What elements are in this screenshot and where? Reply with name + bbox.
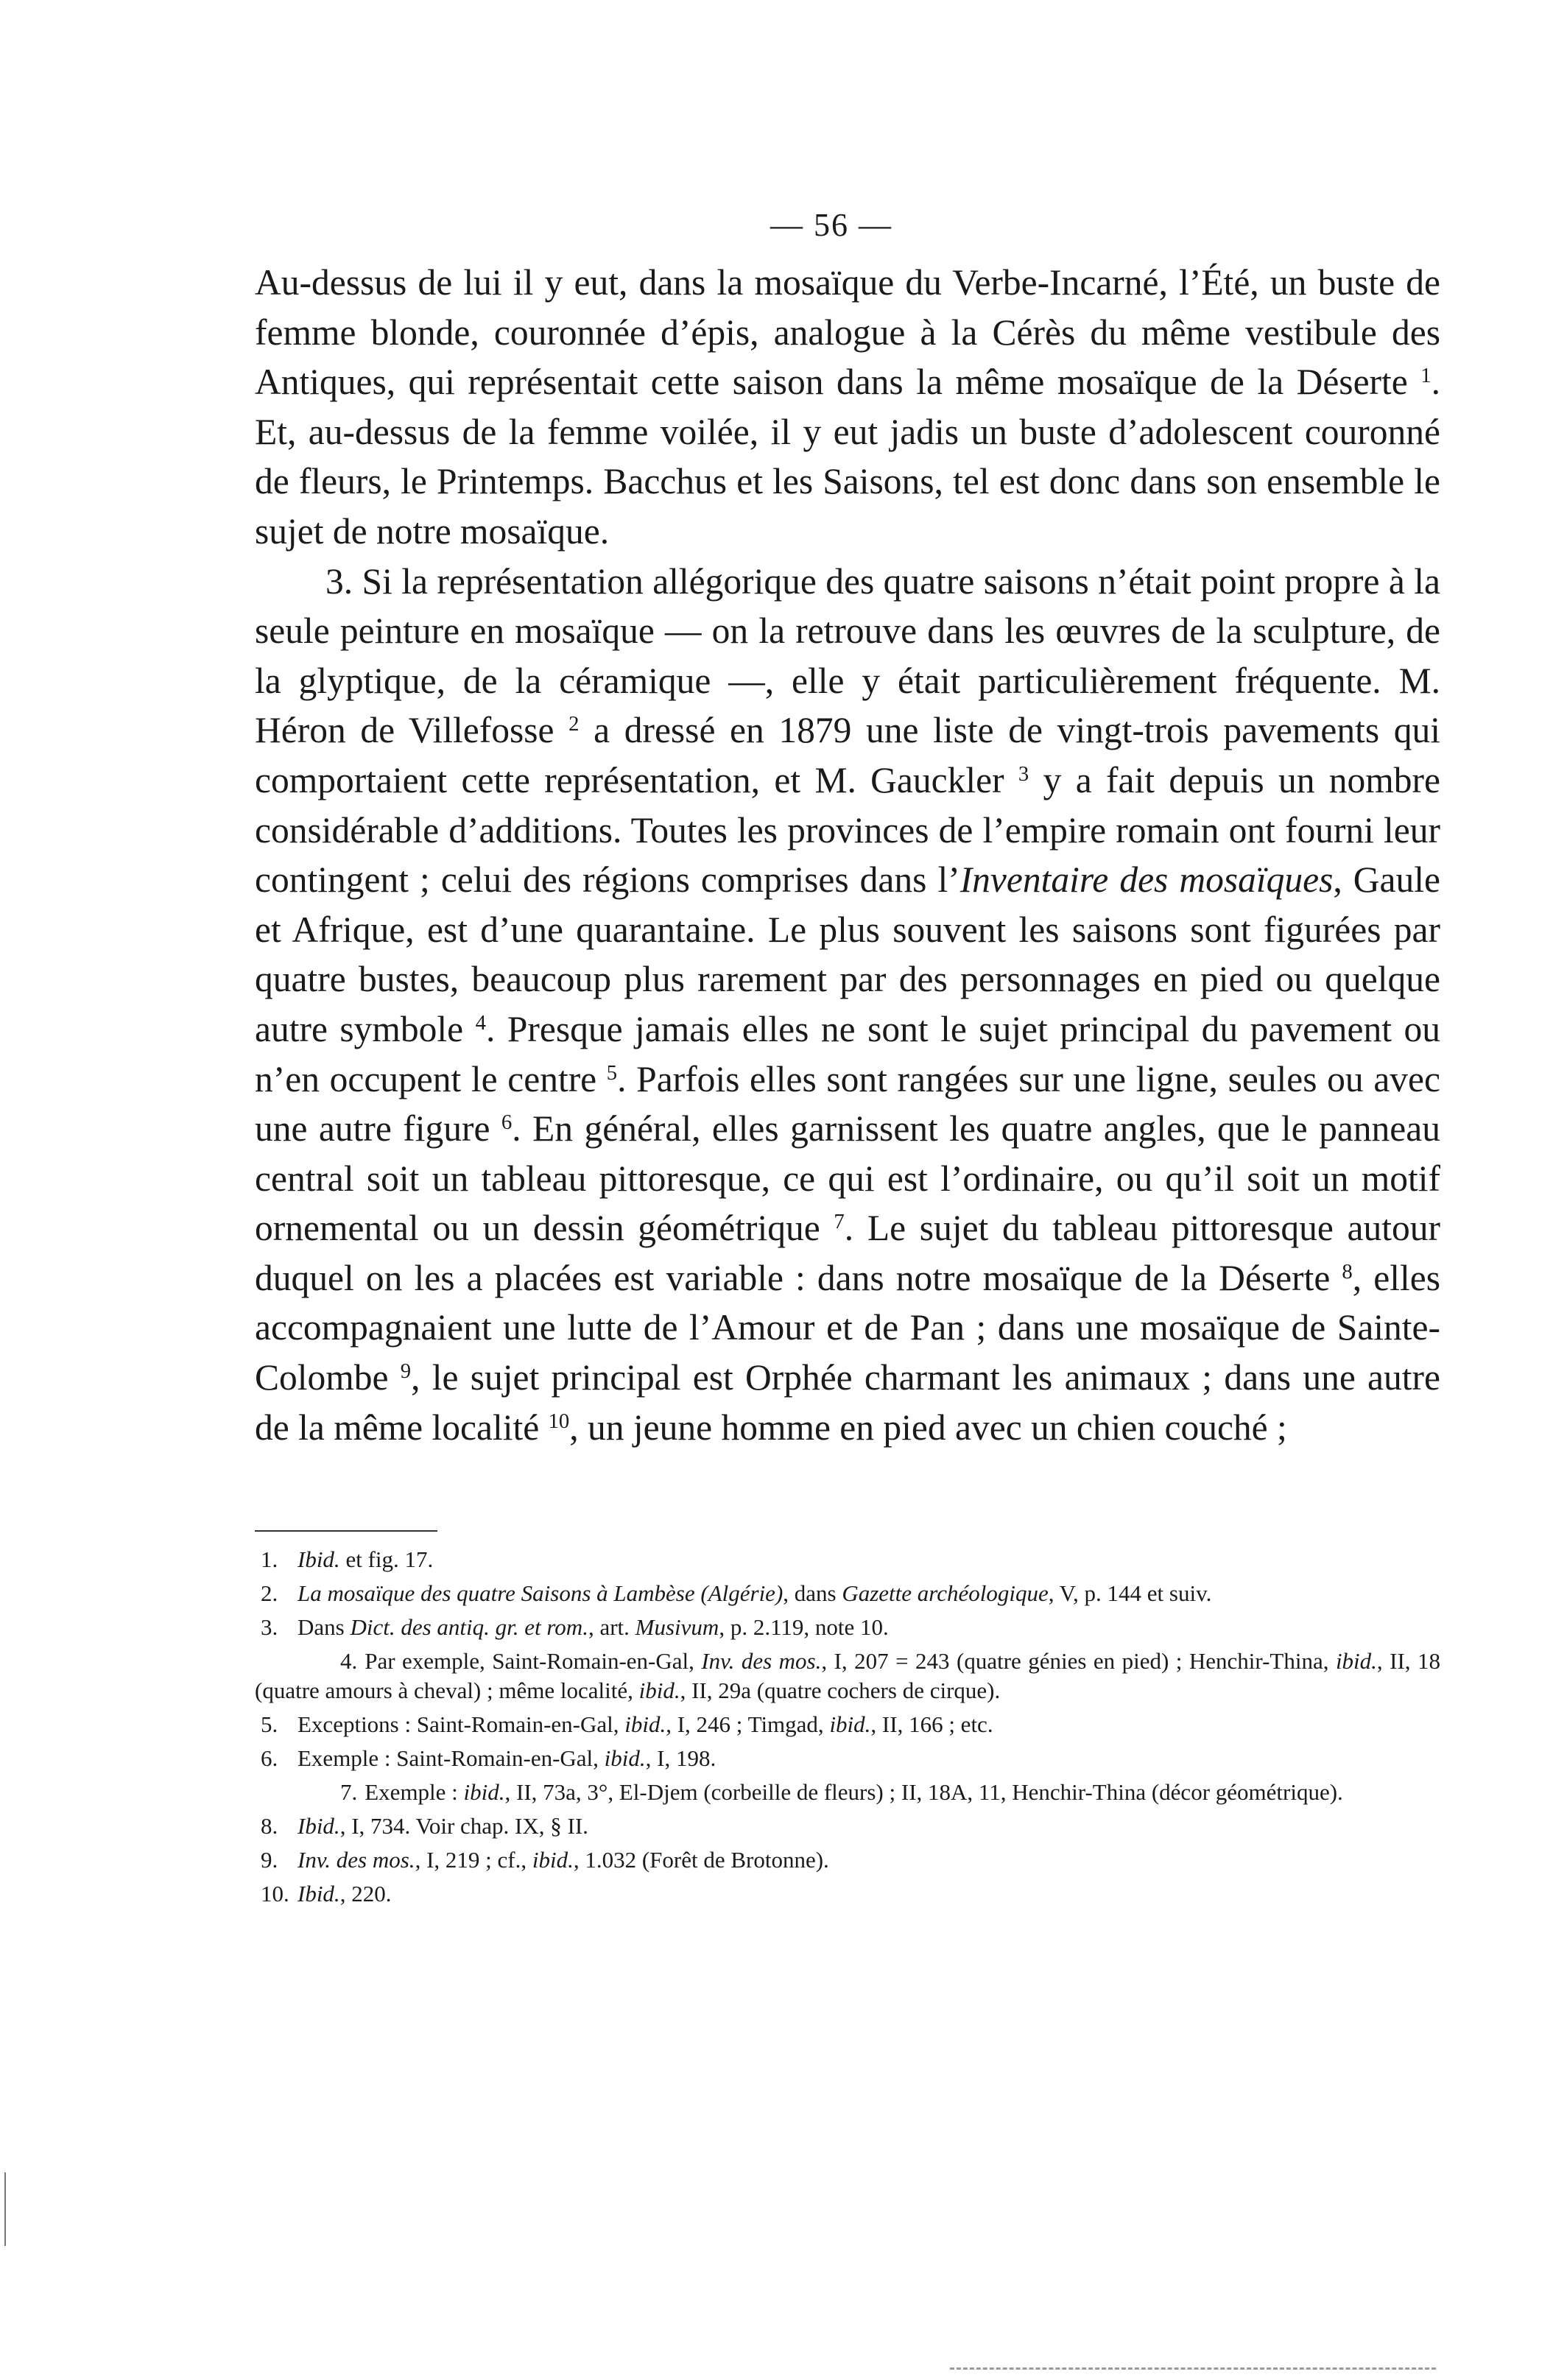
- text-run: . En général, elles garnissent les quatre angles, que le panneau central soit un tableau pittoresque, ce qui est l’ordinaire, ou qu’il soit un motif ornemental ou un dessin géométrique: [255, 1108, 1440, 1249]
- footnote-ref: 4: [475, 1011, 486, 1035]
- text-run: , un jeune homme en pied avec un chien couché ;: [569, 1406, 1287, 1448]
- italic-text: Dict. des antiq. gr. et rom.: [350, 1614, 588, 1640]
- footnote-number: 2.: [261, 1580, 278, 1606]
- text-run: , I, 219 ; cf.,: [415, 1847, 532, 1873]
- text-run: . Le sujet du tableau pittoresque autour duquel on les a placées est variable : dans notre mosaïque de la Déserte: [255, 1208, 1440, 1298]
- footnote: [255, 1812, 1440, 1841]
- text-run: , 1.032 (Forêt de Brotonne).: [573, 1847, 829, 1873]
- text-run: , art.: [588, 1614, 635, 1640]
- text-run: Dans: [297, 1614, 351, 1640]
- footnote-number: 4.: [340, 1648, 358, 1674]
- italic-text: ibid.: [532, 1847, 574, 1873]
- footnote: [255, 1744, 1440, 1773]
- italic-text: ibid.: [463, 1779, 505, 1805]
- text-run: a dressé en 1879 une liste de vingt-trois pavements qui comportaient cette représentation, et M. Gauckler: [255, 710, 1440, 800]
- text-run: 3. Si la représentation allégorique des quatre saisons n’était point propre à la seule peinture en mosaïque — on la retrouve dans les œuvres de la sculpture, de la glyptique, de la céramique —, elle y était particulièrement fréquente. M. Héron de Villefosse: [255, 560, 1440, 751]
- footnote-number: 10.: [261, 1881, 289, 1907]
- page-number: — 56 —: [770, 207, 892, 243]
- footnote: [255, 1778, 1440, 1807]
- footnote: [255, 1879, 1440, 1909]
- text-run: , I, 207 = 243 (quatre génies en pied) ; Henchir-Thina,: [821, 1648, 1336, 1674]
- text-run: , Gaule et Afrique, est d’une quarantaine. Le plus souvent les saisons sont figurées par quatre bustes, beaucoup plus rarement par des personnages en pied ou quelque autre symbole: [255, 859, 1440, 1049]
- text-run: Par exemple, Saint-Romain-en-Gal,: [365, 1648, 702, 1674]
- text-run: , elles accompagnaient une lutte de l’Amour et de Pan ; dans une mosaïque de Sainte-Colombe: [255, 1257, 1440, 1398]
- footnote: [255, 1845, 1440, 1875]
- footnote: [255, 1613, 1440, 1642]
- footnote-number: 8.: [261, 1813, 278, 1839]
- italic-text: Gazette archéologique: [842, 1580, 1049, 1606]
- text-run: , dans: [783, 1580, 842, 1606]
- footnote-ref: 6: [501, 1110, 513, 1135]
- italic-text: Inventaire des mosaïques: [959, 859, 1334, 901]
- italic-text: ibid.: [624, 1711, 666, 1737]
- paragraph: [255, 258, 1440, 557]
- footnote-ref: 1: [1420, 364, 1432, 388]
- text-run: , I, 734. Voir chap. IX, § II.: [339, 1813, 588, 1839]
- footnote: [255, 1710, 1440, 1739]
- paragraph: [255, 557, 1440, 1453]
- footnote-ref: 8: [1342, 1260, 1353, 1284]
- text-run: , II, 73a, 3°, El-Djem (corbeille de fleurs) ; II, 18A, 11, Henchir-Thina (décor géométrique).: [504, 1779, 1343, 1805]
- footnote-number: 5.: [261, 1711, 278, 1737]
- text-run: . Parfois elles sont rangées sur une ligne, seules ou avec une autre figure: [255, 1058, 1440, 1149]
- scan-margin-mark: [4, 2172, 6, 2246]
- text-run: , I, 198.: [645, 1745, 716, 1771]
- italic-text: ibid.: [1335, 1648, 1377, 1674]
- footnotes: [255, 1545, 1440, 1913]
- text-run: . Presque jamais elles ne sont le sujet principal du pavement ou n’en occupent le centre: [255, 1008, 1440, 1099]
- text-run: , II, 18 (quatre amours à cheval) ; même localité,: [255, 1648, 1441, 1703]
- text-run: , II, 29a (quatre cochers de cirque).: [680, 1677, 1001, 1703]
- footnote-ref: 3: [1018, 762, 1029, 786]
- scan-edge-dashes: [950, 2367, 1436, 2370]
- text-run: Exceptions : Saint-Romain-en-Gal,: [297, 1711, 625, 1737]
- footnote-number: 1.: [261, 1546, 278, 1572]
- italic-text: Ibid.: [297, 1546, 340, 1572]
- footnote-ref: 10: [548, 1409, 570, 1433]
- italic-text: ibid.: [604, 1745, 646, 1771]
- italic-text: Ibid.: [297, 1881, 340, 1907]
- text-run: Au-dessus de lui il y eut, dans la mosaïque du Verbe-Incarné, l’Été, un buste de femme blonde, couronnée d’épis, analogue à la Cérès du même vestibule des Antiques, qui représentait cette saison dans la même mosaïque de la Déserte: [255, 262, 1440, 403]
- text-run: , II, 166 ; etc.: [870, 1711, 993, 1737]
- footnote: [255, 1579, 1440, 1608]
- italic-text: La mosaïque des quatre Saisons à Lambèse (Algérie): [297, 1580, 784, 1606]
- text-run: , p. 2.119, note 10.: [719, 1614, 889, 1640]
- italic-text: Ibid.: [297, 1813, 340, 1839]
- footnote: [255, 1545, 1440, 1574]
- footnote-number: 7.: [340, 1779, 358, 1805]
- footnote-ref: 2: [568, 712, 580, 736]
- footnote-ref: 5: [606, 1060, 618, 1085]
- text-run: y a fait depuis un nombre considérable d’additions. Toutes les provinces de l’empire romain ont fourni leur contingent ; celui des régions comprises dans l’: [255, 759, 1440, 901]
- text-run: Exemple : Saint-Romain-en-Gal,: [297, 1745, 605, 1771]
- footnote-ref: 9: [400, 1359, 412, 1384]
- italic-text: ibid.: [829, 1711, 871, 1737]
- text-run: , le sujet principal est Orphée charmant les animaux ; dans une autre de la même localité: [255, 1357, 1440, 1448]
- italic-text: ibid.: [638, 1677, 680, 1703]
- italic-text: Musivum: [635, 1614, 719, 1640]
- main-text: [255, 258, 1440, 1452]
- text-run: , I, 246 ; Timgad,: [666, 1711, 830, 1737]
- footnote-number: 9.: [261, 1847, 278, 1873]
- italic-text: Inv. des mos.: [701, 1648, 822, 1674]
- italic-text: Inv. des mos.: [297, 1847, 415, 1873]
- footnote-ref: 7: [834, 1210, 845, 1234]
- text-run: et fig. 17.: [339, 1546, 434, 1572]
- footnote-divider: [255, 1530, 437, 1532]
- text-run: . Et, au-dessus de la femme voilée, il y eut jadis un buste d’adolescent couronné de fleurs, le Printemps. Bacchus et les Saisons, tel est donc dans son ensemble le sujet de notre mosaïque.: [255, 362, 1440, 552]
- footnote-number: 6.: [261, 1745, 278, 1771]
- text-run: Exemple :: [365, 1779, 464, 1805]
- footnote: [255, 1647, 1440, 1705]
- text-run: , V, p. 144 et suiv.: [1048, 1580, 1212, 1606]
- text-run: , 220.: [339, 1881, 392, 1907]
- footnote-number: 3.: [261, 1614, 278, 1640]
